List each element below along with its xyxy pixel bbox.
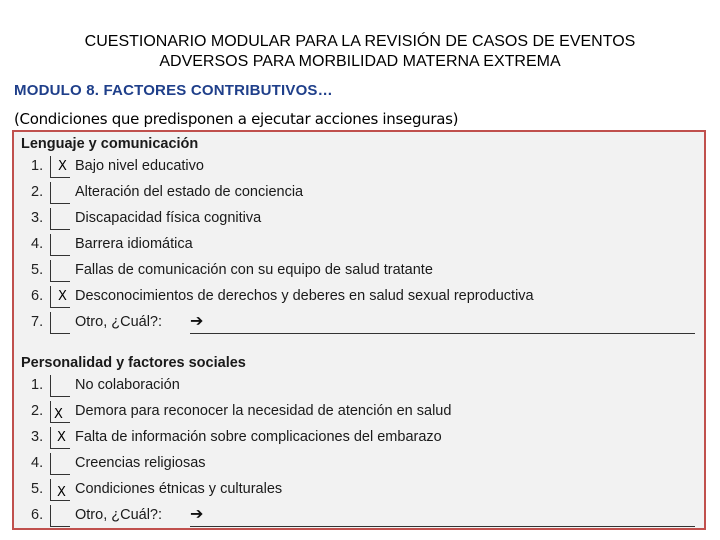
- checkbox[interactable]: [50, 312, 70, 334]
- title-line-2: ADVERSOS PARA MORBILIDAD MATERNA EXTREMA: [159, 53, 561, 70]
- answer-line[interactable]: [190, 526, 695, 527]
- arrow-right-icon: ➔: [190, 313, 204, 330]
- item-label: Desconocimientos de derechos y deberes en salud sexual reproductiva: [75, 288, 534, 304]
- checkbox-mark: X: [57, 430, 66, 445]
- checkbox[interactable]: [50, 182, 70, 204]
- checkbox-mark: X: [58, 159, 67, 174]
- document-title: [0, 32, 720, 72]
- checkbox[interactable]: [50, 234, 70, 256]
- item-number: 4.: [31, 236, 44, 252]
- section-title-lenguaje: Lenguaje y comunicación: [21, 136, 199, 152]
- item-number: 2.: [31, 403, 44, 419]
- checkbox[interactable]: [50, 453, 70, 475]
- list-item: [14, 502, 704, 528]
- item-number: 3.: [31, 429, 44, 445]
- item-label: Condiciones étnicas y culturales: [75, 481, 283, 497]
- list-item: [14, 398, 704, 424]
- checkbox[interactable]: [50, 505, 70, 527]
- item-label: Demora para reconocer la necesidad de atención en salud: [75, 403, 452, 419]
- title-line-1: CUESTIONARIO MODULAR PARA LA REVISIÓN DE CASOS DE EVENTOS: [84, 33, 636, 50]
- checkbox-mark: X: [54, 407, 63, 422]
- list-item: [14, 205, 704, 231]
- list-item: [14, 476, 704, 502]
- item-number: 7.: [31, 314, 44, 330]
- item-label: Otro, ¿Cuál?:: [75, 507, 163, 523]
- list-item: [14, 257, 704, 283]
- item-number: 6.: [31, 507, 44, 523]
- section-title-personalidad: Personalidad y factores sociales: [21, 355, 246, 371]
- list-item: [14, 372, 704, 398]
- item-label: Bajo nivel educativo: [75, 158, 204, 174]
- item-label: Barrera idiomática: [75, 236, 193, 252]
- list-item: [14, 424, 704, 450]
- item-label: No colaboración: [75, 377, 180, 393]
- item-number: 1.: [31, 377, 44, 393]
- item-label: Creencias religiosas: [75, 455, 206, 471]
- item-number: 5.: [31, 262, 44, 278]
- list-item: [14, 283, 704, 309]
- answer-line[interactable]: [190, 333, 695, 334]
- list-item: [14, 309, 704, 335]
- checkbox[interactable]: [50, 208, 70, 230]
- item-label: Alteración del estado de conciencia: [75, 184, 304, 200]
- list-item: [14, 179, 704, 205]
- list-item: [14, 450, 704, 476]
- item-label: Fallas de comunicación con su equipo de salud tratante: [75, 262, 433, 278]
- list-item: [14, 231, 704, 257]
- checkbox[interactable]: [50, 260, 70, 282]
- checkbox-mark: X: [58, 289, 67, 304]
- item-number: 2.: [31, 184, 44, 200]
- item-number: 5.: [31, 481, 44, 497]
- checkbox-mark: X: [57, 485, 66, 500]
- item-number: 4.: [31, 455, 44, 471]
- item-label: Falta de información sobre complicaciones del embarazo: [75, 429, 442, 445]
- list-item: [14, 153, 704, 179]
- item-label: Otro, ¿Cuál?:: [75, 314, 163, 330]
- arrow-right-icon: ➔: [190, 506, 204, 523]
- checkbox[interactable]: [50, 375, 70, 397]
- questionnaire-panel: [12, 130, 706, 530]
- item-number: 6.: [31, 288, 44, 304]
- item-label: Discapacidad física cognitiva: [75, 210, 262, 226]
- module-heading: MODULO 8. FACTORES CONTRIBUTIVOS…: [14, 82, 333, 99]
- item-number: 3.: [31, 210, 44, 226]
- item-number: 1.: [31, 158, 44, 174]
- module-subtitle: (Condiciones que predisponen a ejecutar acciones inseguras): [14, 110, 459, 128]
